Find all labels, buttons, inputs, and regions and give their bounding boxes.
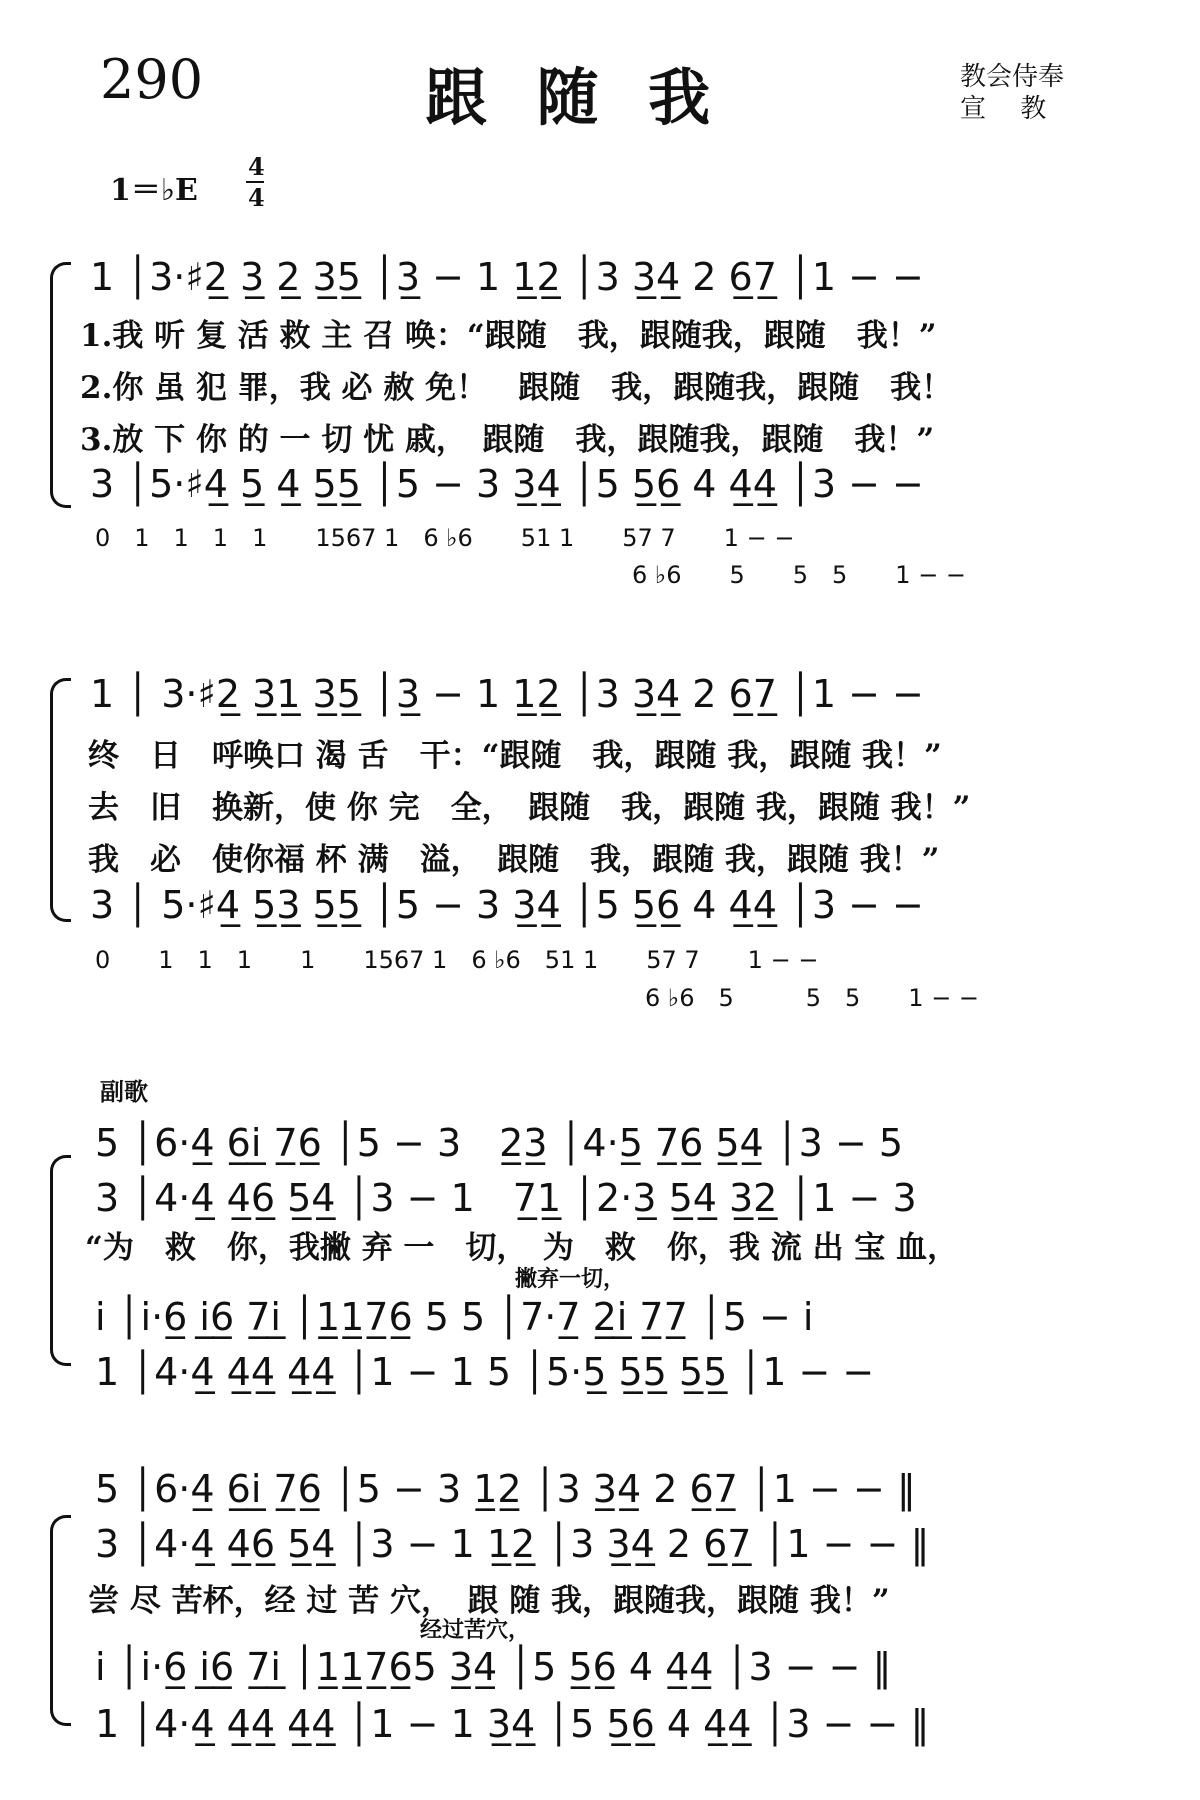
- system-2-bass-line-1: 0 1 1 1 1 1567 1 6 ♭6 51 1 57 7 1 − −: [95, 946, 819, 974]
- final-soprano: 5 │6·4̲ 6̲i̲ 7̲6̲ │5 − 3 1̲2̲ │3 3̲4̲ 2 6̲7̲ │1 − − ‖: [95, 1467, 916, 1511]
- system-1-brace: [50, 262, 71, 508]
- hymn-title: 跟 随 我: [425, 61, 725, 134]
- system-1-lyric-verse-2: 2.你 虽 犯 罪，我 必 赦 免！ 跟随 我，跟随我，跟随 我！: [80, 370, 953, 406]
- chorus-bass: 1 │4·4̲ 4̲4̲ 4̲4̲ │1 − 1 5 │5·5̲ 5̲5̲ 5̲5̲ │1 − −: [95, 1350, 875, 1394]
- system-1-bass-line-2: 6 ♭6 5 5 5 1 − −: [632, 561, 967, 589]
- system-2-alto: 3 │ 5·♯4̲ 5̲3̲ 5̲5̲ │5 − 3 3̲4̲ │5 5̲6̲ 4 4̲4̲ │3 − −: [90, 883, 924, 927]
- system-2-lyric-verse-2: 去 旧 换新，使 你 完 全， 跟随 我，跟随 我，跟随 我！”: [88, 790, 971, 826]
- time-signature-top: 4: [248, 152, 265, 181]
- time-signature-bottom: 4: [248, 183, 265, 212]
- system-2-brace: [50, 678, 71, 922]
- system-1-bass-line-1: 0 1 1 1 1 1567 1 6 ♭6 51 1 57 7 1 − −: [95, 524, 795, 552]
- system-1-soprano: 1 │3·♯2̲ 3̲ 2̲ 3̲5̲ │3̲ − 1 1̲2̲ │3 3̲4̲ 2 6̲7̲ │1 − −: [90, 255, 924, 299]
- system-1-lyric-verse-3: 3.放 下 你 的 一 切 忧 戚， 跟随 我，跟随我，跟随 我！”: [80, 422, 935, 458]
- system-2-bass-line-2: 6 ♭6 5 5 5 1 − −: [645, 984, 980, 1012]
- system-1-alto: 3 │5·♯4̲ 5̲ 4̲ 5̲5̲ │5 − 3 3̲4̲ │5 5̲6̲ 4 4̲4̲ │3 − −: [90, 462, 924, 506]
- key-signature: 1＝♭E: [110, 173, 198, 208]
- final-bass: 1 │4·4̲ 4̲4̲ 4̲4̲ │1 − 1 3̲4̲ │5 5̲6̲ 4 4̲4̲ │3 − − ‖: [95, 1702, 930, 1746]
- chorus-alto: 3 │4·4̲ 4̲6̲ 5̲4̲ │3 − 1 7̲1̲ │2·3̲ 5̲4̲ 3̲2̲ │1 − 3: [95, 1176, 917, 1220]
- chorus-tenor: i │i·6̲ i̲6̲ 7̲i̲ │1̲1̲7̲6̲ 5 5 │7·7̲ 2̲i̲ 7̲7̲ │5 − i: [95, 1295, 814, 1339]
- chorus-soprano: 5 │6·4̲ 6̲i̲ 7̲6̲ │5 − 3 2̲3̲ │4·5̲ 7̲6̲ 5̲4̲ │3 − 5: [95, 1121, 904, 1165]
- chorus-label: 副歌: [100, 1077, 148, 1106]
- credit-line-2: 宣 教: [960, 94, 1047, 124]
- final-echo-lyric: 经过苦穴，: [420, 1617, 531, 1643]
- chorus-brace: [50, 1155, 71, 1366]
- system-2-lyric-verse-1: 终 日 呼唤口 渴 舌 干：“跟随 我，跟随 我，跟随 我！”: [88, 738, 942, 774]
- final-lyrics: 尝 尽 苦杯，经 过 苦 穴， 跟 随 我，跟随我，跟随 我！”: [88, 1583, 890, 1619]
- hymn-number: 290: [100, 48, 204, 111]
- final-brace: [50, 1515, 71, 1726]
- chorus-echo-lyric: 撇弃一切，: [515, 1266, 626, 1292]
- chorus-lyrics: “为 救 你，我撇 弃 一 切， 为 救 你，我 流 出 宝 血，: [85, 1230, 959, 1266]
- system-1-lyric-verse-1: 1.我 听 复 活 救 主 召 唤：“跟随 我，跟随我，跟随 我！”: [80, 318, 937, 354]
- system-2-soprano: 1 │ 3·♯2̲ 3̲1̲ 3̲5̲ │3̲ − 1 1̲2̲ │3 3̲4̲ 2 6̲7̲ │1 − −: [90, 672, 924, 716]
- credit-line-1: 教会侍奉: [960, 62, 1065, 92]
- final-tenor: i │i·6̲ i̲6̲ 7̲i̲ │1̲1̲7̲6̲5 3̲4̲ │5 5̲6̲ 4 4̲4̲ │3 − − ‖: [95, 1645, 892, 1689]
- system-2-lyric-verse-3: 我 必 使你福 杯 满 溢， 跟随 我，跟随 我，跟随 我！”: [88, 842, 940, 878]
- final-alto: 3 │4·4̲ 4̲6̲ 5̲4̲ │3 − 1 1̲2̲ │3 3̲4̲ 2 6̲7̲ │1 − − ‖: [95, 1522, 930, 1566]
